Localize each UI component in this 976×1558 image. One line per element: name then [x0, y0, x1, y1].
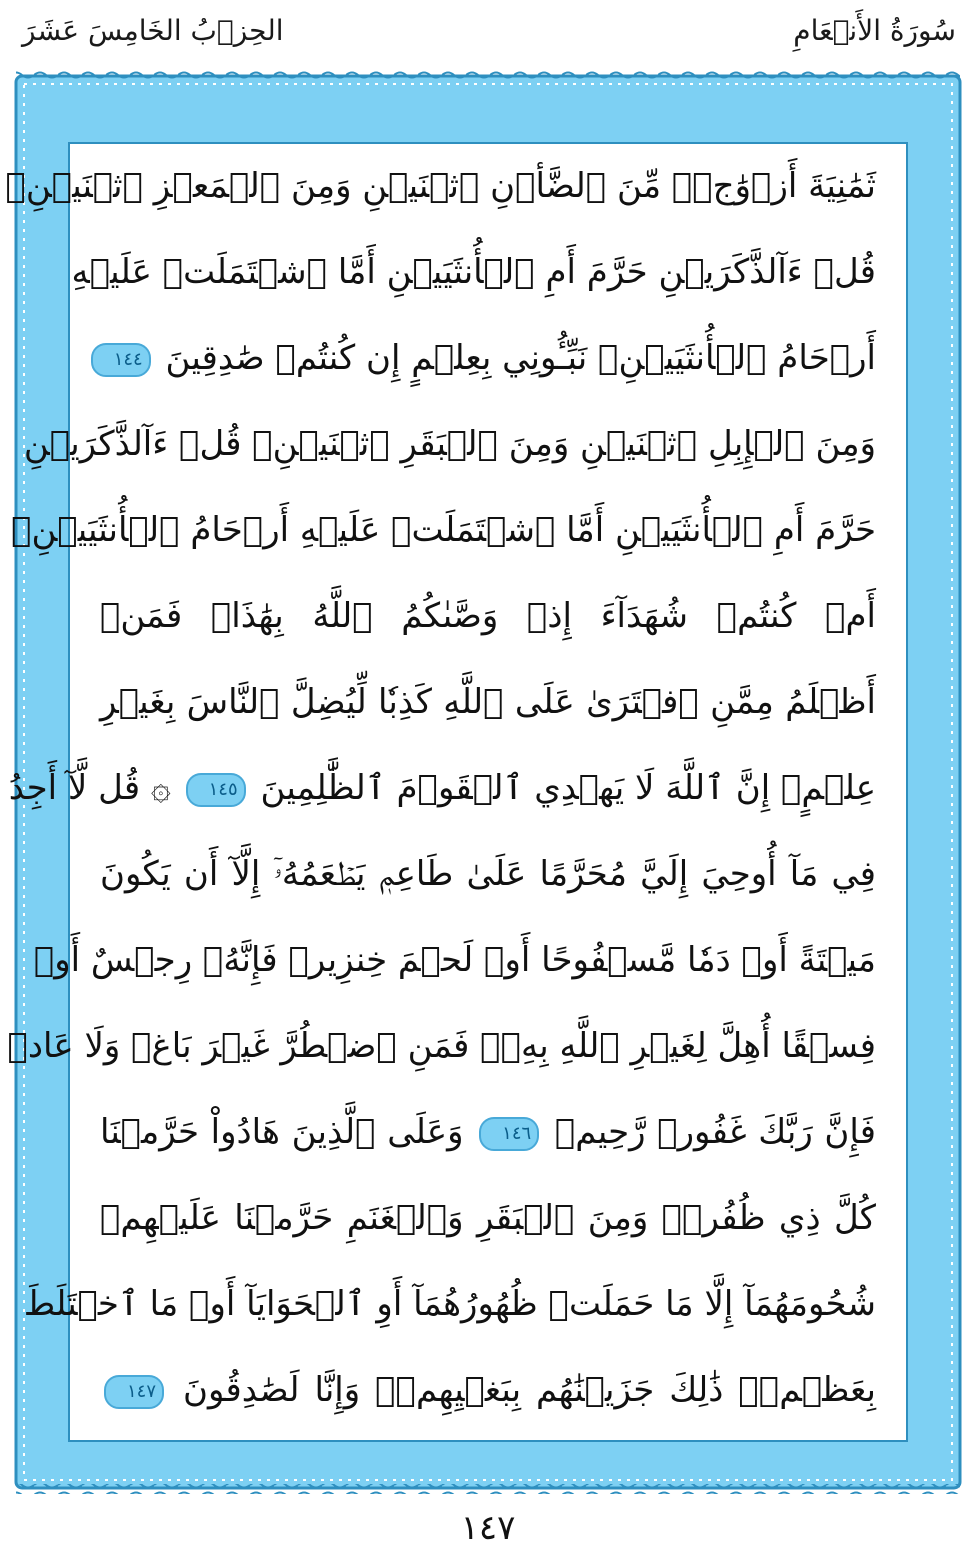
text-line [23, 414, 876, 474]
line-text: أَرۡحَامُ ٱلۡأُنثَيَيۡنِۖ نَبِّـُٔونِي بِعِلۡمٍ إِن كُنتُمۡ صَٰدِقِينَ [165, 338, 876, 378]
line-text: وَمِنَ ٱلۡإِبِلِ ٱثۡنَيۡنِ وَمِنَ ٱلۡبَقَرِ ٱثۡنَيۡنِۗ قُلۡ ءَآلذَّكَرَيۡنِ [23, 424, 876, 464]
text-line [100, 328, 876, 388]
text-line [5, 156, 876, 216]
line-text: ۞ قُل لَّآ أَجِدُ [8, 768, 171, 808]
line-text: أَمۡ كُنتُمۡ شُهَدَآءَ إِذۡ وَصَّىٰكُمُ ٱللَّهُ بِهَٰذَاۚ فَمَنۡ [100, 596, 876, 636]
text-line [11, 500, 876, 560]
line-text: وَعَلَى ٱلَّذِينَ هَادُواْ حَرَّمۡنَا [100, 1112, 464, 1152]
text-line [23, 1274, 876, 1334]
line-text: كُلَّ ذِي ظُفُرٖۖ وَمِنَ ٱلۡبَقَرِ وَٱلۡغَنَمِ حَرَّمۡنَا عَلَيۡهِمۡ [100, 1198, 876, 1238]
line-text: حَرَّمَ أَمِ ٱلۡأُنثَيَيۡنِ أَمَّا ٱشۡتَمَلَتۡ عَلَيۡهِ أَرۡحَامُ ٱلۡأُنثَيَيۡنِۖ [11, 510, 876, 550]
text-panel [5, 142, 908, 1442]
ayah-number-marker: ١٤٥ [186, 773, 246, 807]
text-line [100, 1188, 876, 1248]
page-number: ١٤٧ [460, 1508, 516, 1548]
line-text: أَظۡلَمُ مِمَّنِ ٱفۡتَرَىٰ عَلَى ٱللَّهِ كَذِبٗا لِّيُضِلَّ ٱلنَّاسَ بِغَيۡرِ [100, 682, 876, 722]
line-text: مَيۡتَةً أَوۡ دَمٗا مَّسۡفُوحًا أَوۡ لَحۡمَ خِنزِيرٖ فَإِنَّهُۥ رِجۡسٌ أَوۡ [33, 940, 876, 980]
line-text: فَإِنَّ رَبَّكَ غَفُورٞ رَّحِيمٞ [554, 1112, 876, 1152]
line-text: شُحُومَهُمَآ إِلَّا مَا حَمَلَتۡ ظُهُورُهُمَآ أَوِ ٱلۡحَوَايَآ أَوۡ مَا ٱخۡتَلَطَ [23, 1284, 876, 1324]
text-line [100, 1102, 876, 1162]
hizb-label-header: الحِزۡبُ الخَامِسَ عَشَرَ [22, 14, 284, 47]
ayah-number-marker: ١٤٦ [479, 1117, 539, 1151]
line-text: فِسۡقًا أُهِلَّ لِغَيۡرِ ٱللَّهِ بِهِۦۚ فَمَنِ ٱضۡطُرَّ غَيۡرَ بَاغٖ وَلَا عَادٖ [7, 1026, 876, 1066]
text-line [8, 758, 876, 818]
text-line [100, 586, 876, 646]
text-line [100, 1360, 876, 1420]
surah-name-header: سُورَةُ الأَنۡعَامِ [793, 14, 956, 47]
line-text: قُلۡ ءَآلذَّكَرَيۡنِ حَرَّمَ أَمِ ٱلۡأُنثَيَيۡنِ أَمَّا ٱشۡتَمَلَتۡ عَلَيۡهِ [71, 252, 876, 292]
ayah-number-marker: ١٤٤ [91, 343, 151, 377]
text-line [100, 844, 876, 904]
quran-text-lines [5, 156, 876, 1420]
line-text: عِلۡمٍۚ إِنَّ ٱللَّهَ لَا يَهۡدِي ٱلۡقَوۡمَ ٱلظَّٰلِمِينَ [260, 768, 876, 808]
text-line [100, 672, 876, 732]
text-line [33, 930, 876, 990]
text-line [71, 242, 876, 302]
line-text: ثَمَٰنِيَةَ أَزۡوَٰجٖۖ مِّنَ ٱلضَّأۡنِ ٱثۡنَيۡنِ وَمِنَ ٱلۡمَعۡزِ ٱثۡنَيۡنِۗ [5, 166, 876, 206]
line-text: بِعَظۡمٖۚ ذَٰلِكَ جَزَيۡنَٰهُم بِبَغۡيِهِمۡۖ وَإِنَّا لَصَٰدِقُونَ [183, 1370, 876, 1410]
ayah-number-marker: ١٤٧ [104, 1375, 164, 1409]
text-line [7, 1016, 876, 1076]
line-text: فِي مَآ أُوحِيَ إِلَيَّ مُحَرَّمًا عَلَىٰ طَاعِمٖ يَطۡعَمُهُۥٓ إِلَّآ أَن يَكُونَ [100, 854, 876, 894]
